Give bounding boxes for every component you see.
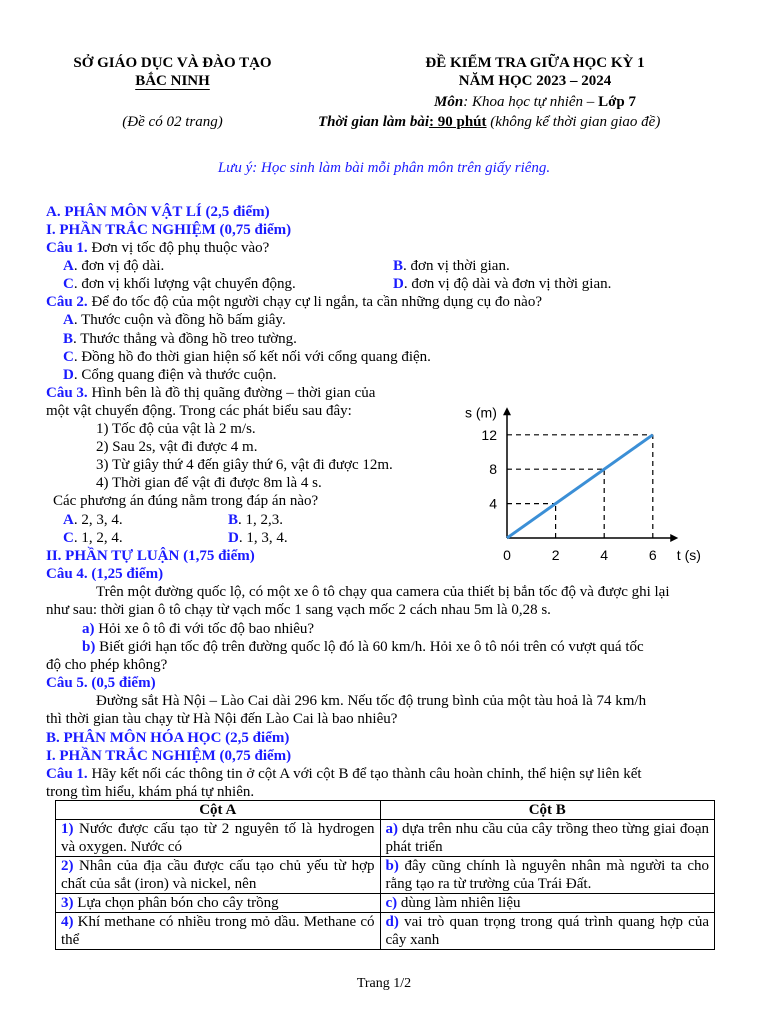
a-q1-label: Câu 1. bbox=[46, 240, 88, 256]
a-q1-option-d bbox=[393, 275, 611, 293]
option-text: . 1, 2, 4. bbox=[73, 530, 123, 546]
table-row bbox=[56, 913, 715, 950]
a-q3-option-b bbox=[228, 511, 283, 529]
header-department: SỞ GIÁO DỤC VÀ ĐÀO TẠO bbox=[73, 55, 272, 71]
b-q1-text: Hãy kết nối các thông tin ở cột A với cột B để tạo thành câu hoàn chỉnh, thể hiện sự liên kết bbox=[87, 766, 642, 782]
option-text: . đơn vị độ dài. bbox=[73, 258, 165, 274]
option-key: B bbox=[393, 258, 404, 274]
school-year: NĂM HỌC 2023 – 2024 bbox=[458, 73, 612, 89]
a-q2-label: Câu 2. bbox=[46, 294, 88, 310]
y-axis-label: s (m) bbox=[465, 404, 497, 421]
a-q3-statement-3: 3) Từ giây thứ 4 đến giây thứ 6, vật đi được 12m. bbox=[96, 457, 393, 473]
cell-text: vai trò quan trọng trong quá trình quang hợp của cây xanh bbox=[385, 914, 709, 948]
option-text: . 1, 2,3. bbox=[238, 512, 284, 528]
a-q2-option-d bbox=[63, 366, 277, 384]
cell-key: b) bbox=[385, 858, 399, 874]
a-q3-option-a bbox=[63, 511, 123, 529]
note: Lưu ý: Học sinh làm bài mỗi phân môn trên giấy riêng. bbox=[217, 160, 551, 176]
header-province bbox=[40, 72, 305, 90]
option-text: . đơn vị độ dài và đơn vị thời gian. bbox=[403, 276, 612, 292]
column-header-a: Cột A bbox=[56, 801, 381, 820]
table-row bbox=[56, 857, 715, 894]
option-key: C bbox=[63, 276, 74, 292]
cell-key: c) bbox=[385, 895, 398, 911]
header-province-text: BẮC NINH bbox=[135, 73, 210, 89]
cell-a bbox=[56, 857, 381, 894]
part-key: b) bbox=[82, 639, 96, 655]
cell-text: dựa trên nhu cầu của cây trồng theo từng giai đoạn phát triển bbox=[385, 821, 709, 855]
option-text: . đơn vị khối lượng vật chuyển động. bbox=[73, 276, 296, 292]
exam-title: ĐỀ KIỂM TRA GIỮA HỌC KỲ 1 bbox=[425, 55, 645, 71]
b-q1-line1 bbox=[46, 765, 642, 783]
option-key: D bbox=[393, 276, 404, 292]
a-q1 bbox=[46, 239, 720, 257]
option-key: A bbox=[63, 512, 74, 528]
a-q3-option-d bbox=[228, 529, 288, 547]
cell-text: dùng làm nhiên liệu bbox=[397, 895, 521, 911]
y-tick-label: 4 bbox=[489, 495, 497, 512]
cell-text: Nhân của địa cầu được cấu tạo chủ yếu từ hợp chất của sắt (iron) và nickel, nên bbox=[61, 858, 375, 892]
header-page-count: (Đề có 02 trang) bbox=[122, 114, 223, 130]
option-text: . Cổng quang điện và thước cuộn. bbox=[73, 367, 277, 383]
cell-b bbox=[380, 820, 714, 857]
x-axis-label: t (s) bbox=[676, 547, 701, 563]
x-tick-label: 0 bbox=[503, 547, 511, 563]
x-tick-label: 2 bbox=[551, 547, 560, 563]
cell-b bbox=[380, 894, 714, 913]
table-row bbox=[56, 820, 715, 857]
a-q3-option-c bbox=[63, 529, 123, 547]
part-text: Hỏi xe ô tô đi với tốc độ bao nhiêu? bbox=[94, 621, 315, 637]
option-text: . Đồng hồ đo thời gian hiện số kết nối với cổng quang điện. bbox=[73, 349, 431, 365]
time-line bbox=[318, 113, 660, 131]
part-b-title: B. PHÂN MÔN HÓA HỌC (2,5 điểm) bbox=[46, 730, 290, 746]
a-q2-option-c bbox=[63, 348, 431, 366]
cell-b bbox=[380, 913, 714, 950]
cell-text: Lựa chọn phân bón cho cây trồng bbox=[73, 895, 279, 911]
a-q4-part-b bbox=[82, 638, 644, 656]
a-q3-statement-2: 2) Sau 2s, vật đi được 4 m. bbox=[96, 439, 258, 455]
y-axis-arrow bbox=[503, 407, 511, 415]
a-q2 bbox=[46, 293, 720, 311]
option-text: . 2, 3, 4. bbox=[73, 512, 123, 528]
option-text: . Thước cuộn và đồng hồ bấm giây. bbox=[73, 312, 286, 328]
time-label: Thời gian làm bài bbox=[318, 114, 429, 130]
a-q4-part-b-cont: độ cho phép không? bbox=[46, 657, 168, 673]
column-header-b: Cột B bbox=[380, 801, 714, 820]
a-q3-text1: Hình bên là đồ thị quãng đường – thời gian của bbox=[87, 385, 376, 401]
a-q3-label: Câu 3. bbox=[46, 385, 88, 401]
table-row bbox=[56, 894, 715, 913]
a-q1-text: Đơn vị tốc độ phụ thuộc vào? bbox=[87, 240, 270, 256]
page-footer: Trang 1/2 bbox=[356, 976, 412, 991]
y-tick-label: 12 bbox=[481, 426, 497, 443]
option-key: D bbox=[63, 367, 74, 383]
x-tick-label: 4 bbox=[600, 547, 609, 563]
x-tick-label: 6 bbox=[648, 547, 657, 563]
option-key: A bbox=[63, 258, 74, 274]
a-q4-line1: Trên một đường quốc lộ, có một xe ô tô chạy qua camera của thiết bị bắn tốc độ và được ghi lại bbox=[96, 584, 670, 600]
part-a-section1: I. PHẦN TRẮC NGHIỆM (0,75 điểm) bbox=[46, 222, 292, 238]
time-note: (không kể thời gian giao đề) bbox=[486, 114, 661, 130]
a-q3-statement-1: 1) Tốc độ của vật là 2 m/s. bbox=[96, 421, 256, 437]
option-text: . đơn vị thời gian. bbox=[403, 258, 510, 274]
option-key: B bbox=[228, 512, 239, 528]
part-text: Biết giới hạn tốc độ trên đường quốc lộ đó là 60 km/h. Hỏi xe ô tô nói trên có vượt quá tốc bbox=[95, 639, 644, 655]
a-q5-line2: thì thời gian tàu chạy từ Hà Nội đến Lào Cai là bao nhiêu? bbox=[46, 711, 398, 727]
matching-table bbox=[55, 800, 715, 950]
cell-text: Khí methane có nhiều trong mỏ dầu. Methane có thể bbox=[61, 914, 375, 948]
cell-a bbox=[56, 820, 381, 857]
cell-key: 4) bbox=[61, 914, 74, 930]
a-q4-part-a bbox=[82, 620, 314, 638]
cell-a bbox=[56, 894, 381, 913]
option-text: . 1, 3, 4. bbox=[238, 530, 288, 546]
b-q1-line2: trong tìm hiểu, khám phá tự nhiên. bbox=[46, 784, 255, 800]
distance-time-graph bbox=[455, 380, 715, 570]
a-q2-option-a bbox=[63, 311, 286, 329]
cell-key: a) bbox=[385, 821, 399, 837]
series-line bbox=[507, 435, 653, 538]
a-q1-option-c bbox=[63, 275, 296, 293]
b-q1-label: Câu 1. bbox=[46, 766, 88, 782]
cell-key: 2) bbox=[61, 858, 74, 874]
cell-a bbox=[56, 913, 381, 950]
subject-label: Môn bbox=[434, 94, 464, 110]
x-axis-arrow bbox=[670, 534, 678, 542]
cell-key: 1) bbox=[61, 821, 74, 837]
y-tick-label: 8 bbox=[489, 461, 497, 478]
part-b-section1: I. PHẦN TRẮC NGHIỆM (0,75 điểm) bbox=[46, 748, 292, 764]
a-q3-statement-4: 4) Thời gian để vật đi được 8m là 4 s. bbox=[96, 475, 322, 491]
a-q3-line2: một vật chuyển động. Trong các phát biểu sau đây: bbox=[46, 403, 352, 419]
cell-text: Nước được cấu tạo từ 2 nguyên tố là hydrogen và oxygen. Nước có bbox=[61, 821, 375, 855]
a-q3-line1 bbox=[46, 384, 375, 402]
a-q2-text: Để đo tốc độ của một người chạy cự li ngắn, ta cần những dụng cụ đo nào? bbox=[87, 294, 542, 310]
cell-text: đây cũng chính là nguyên nhân mà người ta cho rằng tạo ra từ trường của Trái Đất. bbox=[385, 858, 709, 892]
table-header-row bbox=[56, 801, 715, 820]
a-q1-option-a bbox=[63, 257, 164, 275]
a-q4-label: Câu 4. (1,25 điểm) bbox=[46, 566, 164, 582]
cell-b bbox=[380, 857, 714, 894]
option-text: . Thước thẳng và đồng hồ treo tường. bbox=[73, 331, 297, 347]
a-q4-line2: như sau: thời gian ô tô chạy từ vạch mốc 1 sang vạch mốc 2 cách nhau 5m là 0,28 s. bbox=[46, 602, 551, 618]
option-key: D bbox=[228, 530, 239, 546]
option-key: B bbox=[63, 331, 74, 347]
part-a-section2: II. PHẦN TỰ LUẬN (1,75 điểm) bbox=[46, 548, 255, 564]
grade: Lớp 7 bbox=[598, 94, 636, 110]
a-q5-label: Câu 5. (0,5 điểm) bbox=[46, 675, 156, 691]
cell-key: 3) bbox=[61, 895, 74, 911]
option-key: C bbox=[63, 530, 74, 546]
option-key: C bbox=[63, 349, 74, 365]
time-value: : 90 phút bbox=[428, 114, 487, 130]
part-a-title: A. PHÂN MÔN VẬT LÍ (2,5 điểm) bbox=[46, 204, 270, 220]
a-q1-option-b bbox=[393, 257, 510, 275]
a-q2-option-b bbox=[63, 330, 297, 348]
subject-value: : Khoa học tự nhiên – bbox=[463, 94, 599, 110]
option-key: A bbox=[63, 312, 74, 328]
a-q3-ask: Các phương án đúng nằm trong đáp án nào? bbox=[53, 493, 319, 509]
a-q5-line1: Đường sắt Hà Nội – Lào Cai dài 296 km. Nếu tốc độ trung bình của một tàu hoả là 74 km/h bbox=[96, 693, 647, 709]
part-key: a) bbox=[82, 621, 95, 637]
subject-line bbox=[330, 93, 740, 111]
cell-key: d) bbox=[385, 914, 399, 930]
